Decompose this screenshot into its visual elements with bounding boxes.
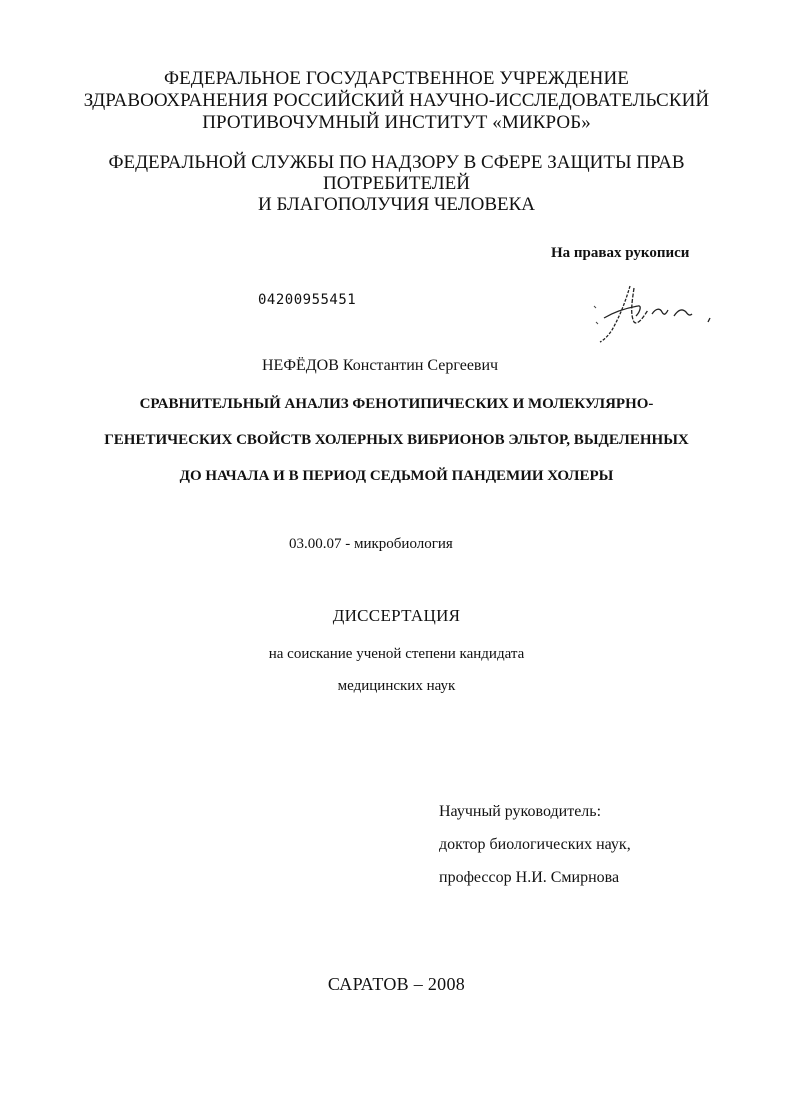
institution-line: ФЕДЕРАЛЬНОЕ ГОСУДАРСТВЕННОЕ УЧРЕЖДЕНИЕ (163, 68, 630, 89)
degree-line: на соискание ученой степени кандидата (268, 646, 525, 662)
service-line: И БЛАГОПОЛУЧИЯ ЧЕЛОВЕКА (257, 194, 536, 215)
institution-header (0, 68, 793, 134)
city-year: САРАТОВ – 2008 (327, 974, 466, 994)
manuscript-note: На правах рукописи (551, 245, 690, 261)
title-line: СРАВНИТЕЛЬНЫЙ АНАЛИЗ ФЕНОТИПИЧЕСКИХ И МОЛЕКУЛЯРНО- (139, 396, 654, 412)
title-line: ДО НАЧАЛА И В ПЕРИОД СЕДЬМОЙ ПАНДЕМИИ ХОЛЕРЫ (179, 468, 614, 484)
degree-line: медицинских наук (337, 678, 456, 694)
specialty-code: 03.00.07 - микробиология (289, 536, 453, 552)
supervisor-line: доктор биологических наук, (439, 836, 631, 853)
service-line: ФЕДЕРАЛЬНОЙ СЛУЖБЫ ПО НАДЗОРУ В СФЕРЕ ЗАЩИТЫ ПРАВ (108, 152, 685, 173)
author-name: НЕФЁДОВ Константин Сергеевич (262, 357, 499, 374)
supervisor-block (439, 795, 631, 894)
document-type: ДИССЕРТАЦИЯ (332, 606, 461, 625)
service-line: ПОТРЕБИТЕЛЕЙ (322, 173, 471, 194)
handwritten-signature (590, 278, 730, 348)
supervisor-line: профессор Н.И. Смирнова (439, 869, 620, 886)
title-line: ГЕНЕТИЧЕСКИХ СВОЙСТВ ХОЛЕРНЫХ ВИБРИОНОВ ЭЛЬТОР, ВЫДЕЛЕННЫХ (104, 432, 689, 448)
federal-service-header (0, 152, 793, 215)
dissertation-title (0, 386, 793, 494)
institution-line: ЗДРАВООХРАНЕНИЯ РОССИЙСКИЙ НАУЧНО-ИССЛЕДОВАТЕЛЬСКИЙ (83, 90, 710, 111)
degree-description (0, 638, 793, 702)
institution-line: ПРОТИВОЧУМНЫЙ ИНСТИТУТ «МИКРОБ» (202, 112, 591, 133)
supervisor-line: Научный руководитель: (439, 803, 602, 820)
registration-code: 04200955451 (258, 292, 357, 308)
